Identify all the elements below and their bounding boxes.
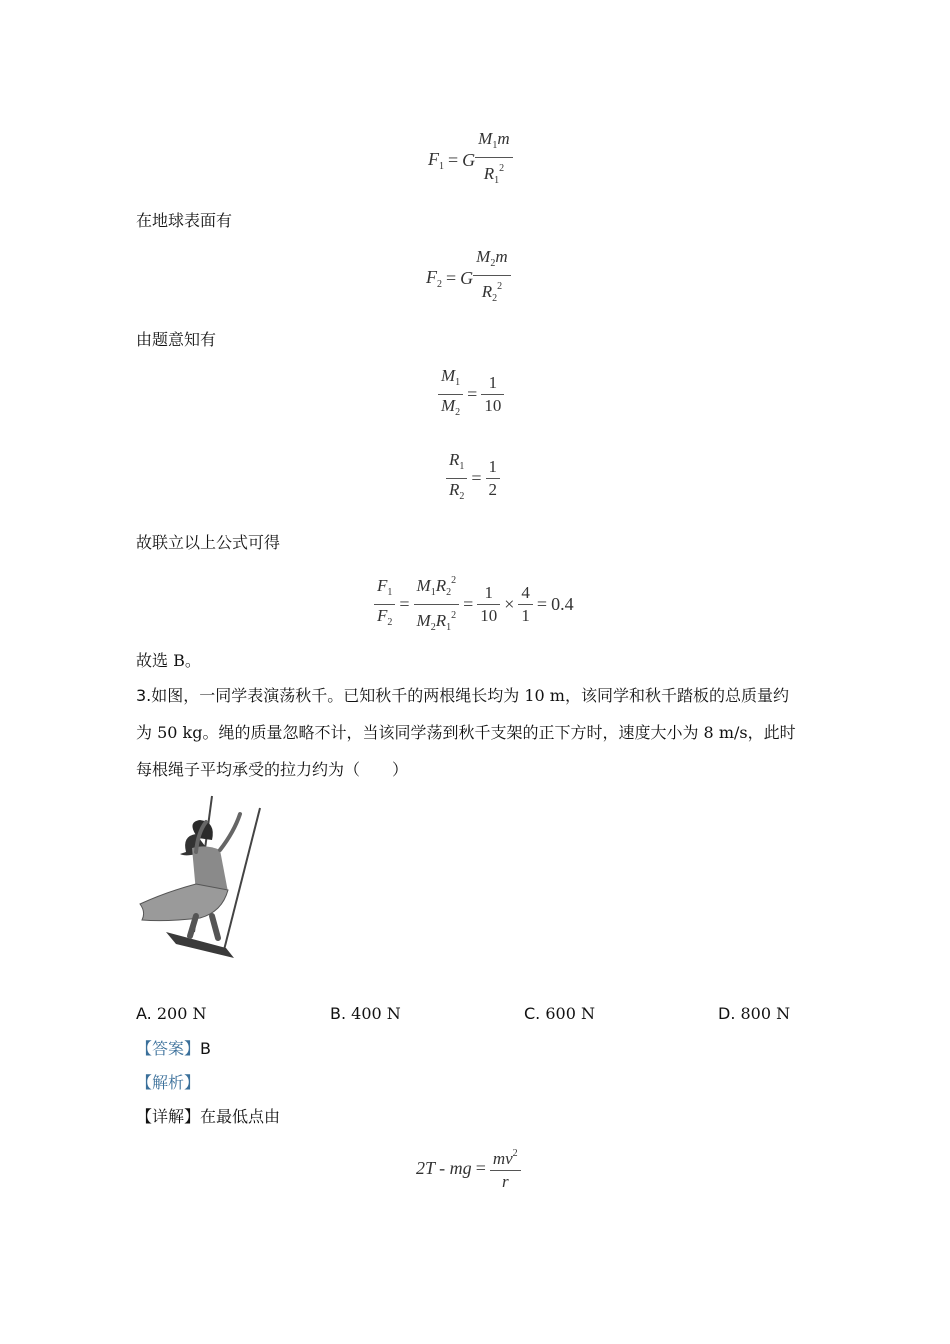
answer-value: B [200, 1039, 211, 1058]
equation-tension: 2T - mg = $\frac{mv^2}{r}$ [416, 1143, 521, 1193]
option-b[interactable]: B. 400 N [330, 1004, 401, 1023]
result-value: 0.4 [551, 594, 574, 614]
equation-radius-ratio: $\frac{R_1}{R_2}$ = $\frac{1}{2}$ [446, 449, 500, 508]
eq2-fraction: $\frac{M_2m}{R_2^2}$ [473, 246, 510, 310]
question-line-3: 每根绳子平均承受的拉力约为（ ） [136, 760, 409, 779]
equation-f2: $F_2$ = G $\frac{M_2m}{R_2^2}$ [426, 246, 511, 310]
equation-f1: $F_1$ = G $\frac{M_1m}{R_1^2}$ [428, 128, 513, 192]
swing-girl-image [136, 792, 276, 964]
option-c[interactable]: C. 600 N [524, 1004, 595, 1023]
gravity-constant: G [460, 267, 474, 288]
detail-label: 【详解】 [136, 1107, 201, 1126]
text-choose: 故选 B。 [136, 651, 201, 670]
swing-girl-icon [136, 792, 276, 964]
text-combine: 故联立以上公式可得 [136, 533, 281, 552]
eq1-fraction: $\frac{M_1m}{R_1^2}$ [475, 128, 512, 192]
answer-label: 【答案】 [136, 1039, 201, 1058]
option-d[interactable]: D. 800 N [718, 1004, 791, 1023]
gravity-constant: G [462, 149, 476, 170]
text-by-problem: 由题意知有 [136, 330, 217, 349]
question-line-1: 3.如图，一同学表演荡秋千。已知秋千的两根绳长均为 10 m，该同学和秋千踏板的总质量约 [136, 686, 789, 705]
question-line-2: 为 50 kg。绳的质量忽略不计，当该同学荡到秋千支架的正下方时，速度大小为 8 m/s，此时 [136, 723, 796, 742]
analysis-label: 【解析】 [136, 1073, 201, 1092]
equation-mass-ratio: $\frac{M_1}{M_2}$ = $\frac{1}{10}$ [438, 365, 504, 424]
equation-force-ratio: $\frac{F_1}{F_2}$ = $\frac{M_1R_2^2}{M_2R_1^2}$ = $\frac{1}{10}$ × $\frac{4}{1}$ = 0.4 [374, 570, 574, 639]
eq1-lhs: $F_1$ [428, 148, 444, 172]
option-a[interactable]: A. 200 N [136, 1004, 207, 1023]
text-earth-surface: 在地球表面有 [136, 211, 233, 230]
answer-line [136, 1039, 211, 1059]
eq2-lhs: $F_2$ [426, 266, 442, 290]
question-number: 3. [136, 686, 152, 705]
detail-line: 【详解】在最低点由 [136, 1107, 281, 1126]
